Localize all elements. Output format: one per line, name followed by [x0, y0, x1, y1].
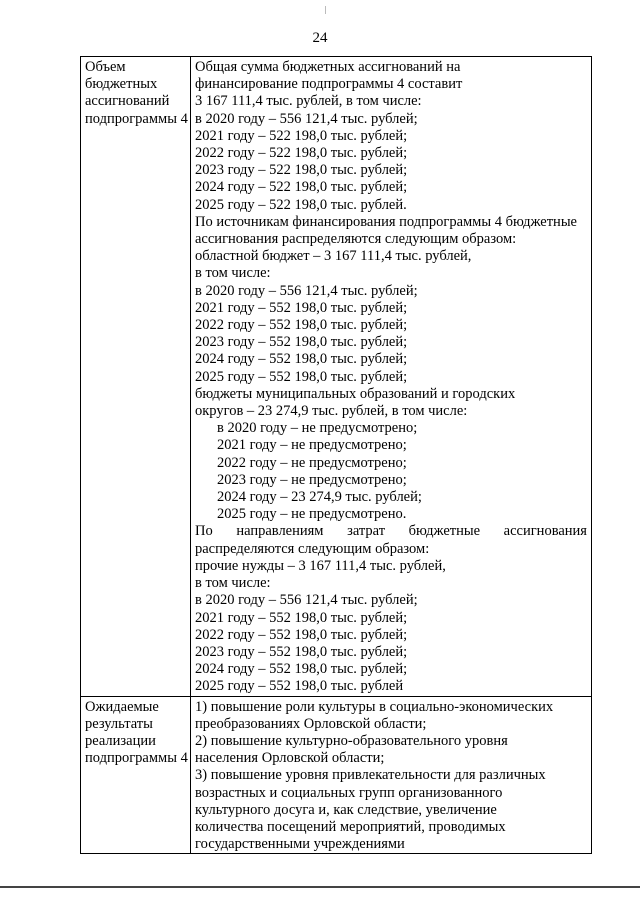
text-line: 2023 году – 552 198,0 тыс. рублей; [195, 334, 408, 351]
justified-line [195, 523, 587, 540]
row-content-results [191, 696, 592, 854]
label-line: ассигнований [85, 93, 170, 110]
table-row-results [81, 696, 592, 854]
row-label-results [81, 696, 191, 854]
page-number: 24 [312, 30, 328, 46]
text-line: преобразованиях Орловской области; [195, 715, 427, 732]
justified-word: направлениям [236, 523, 324, 540]
text-line: количества посещений мероприятий, проводимых [195, 818, 506, 835]
text-line: 2023 году – 522 198,0 тыс. рублей; [195, 162, 408, 179]
text-line: 2022 году – не предусмотрено; [217, 454, 407, 471]
text-line: в 2020 году – 556 121,4 тыс. рублей; [195, 592, 418, 609]
text-line: 2025 году – 552 198,0 тыс. рублей [195, 678, 404, 695]
text-line: 2021 году – 552 198,0 тыс. рублей; [195, 299, 408, 316]
text-line: распределяются следующим образом: [195, 540, 430, 557]
text-line: областной бюджет – 3 167 111,4 тыс. рублей, [195, 248, 472, 265]
text-line: 2024 году – 552 198,0 тыс. рублей; [195, 351, 408, 368]
text-line: в 2020 году – 556 121,4 тыс. рублей; [195, 110, 418, 127]
text-line: бюджеты муниципальных образований и городских [195, 385, 516, 402]
text-line: 2023 году – 552 198,0 тыс. рублей; [195, 643, 408, 660]
label-line: подпрограммы 4 [85, 110, 188, 127]
text-line: возрастных и социальных групп организованного [195, 784, 503, 801]
text-line: 2023 году – не предусмотрено; [217, 471, 407, 488]
justified-word: затрат [347, 523, 386, 540]
text-line: в 2020 году – 556 121,4 тыс. рублей; [195, 282, 418, 299]
row-label-funding [81, 57, 191, 697]
text-line: культурного досуга и, как следствие, увеличение [195, 801, 497, 818]
justified-word: ассигнования [503, 523, 587, 540]
text-line: 3) повышение уровня привлекательности для различных [195, 767, 546, 784]
text-line: финансирование подпрограммы 4 составит [195, 76, 463, 93]
text-line: 2021 году – 522 198,0 тыс. рублей; [195, 127, 408, 144]
justified-word: бюджетные [408, 523, 481, 540]
text-line: в 2020 году – не предусмотрено; [217, 420, 418, 437]
text-line: Общая сумма бюджетных ассигнований на [195, 59, 461, 75]
bottom-rule [0, 886, 640, 888]
text-line: 2025 году – 522 198,0 тыс. рублей. [195, 196, 407, 213]
label-line: Ожидаемые [85, 698, 159, 715]
text-line: 2022 году – 552 198,0 тыс. рублей; [195, 317, 408, 334]
justified-word: По [195, 523, 213, 540]
text-line: 2022 году – 522 198,0 тыс. рублей; [195, 145, 408, 162]
text-line: в том числе: [195, 575, 271, 592]
scan-mark [325, 6, 326, 14]
text-line: 2022 году – 552 198,0 тыс. рублей; [195, 626, 408, 643]
label-line: реализации [85, 732, 156, 749]
text-line: 2) повышение культурно-образовательного уровня [195, 732, 508, 749]
text-line: округов – 23 274,9 тыс. рублей, в том числе: [195, 403, 468, 420]
text-line: прочие нужды – 3 167 111,4 тыс. рублей, [195, 557, 446, 574]
text-line: государственными учреждениями [195, 836, 405, 853]
label-line: подпрограммы 4 [85, 750, 188, 767]
label-line: Объем [85, 59, 126, 75]
text-line: По источникам финансирования подпрограммы 4 бюджетные [195, 213, 577, 230]
text-line: ассигнования распределяются следующим образом: [195, 231, 517, 248]
text-line: 2024 году – 552 198,0 тыс. рублей; [195, 661, 408, 678]
text-line: 1) повышение роли культуры в социально-экономических [195, 698, 554, 715]
text-line: 2021 году – 552 198,0 тыс. рублей; [195, 609, 408, 626]
text-line: 2024 году – 522 198,0 тыс. рублей; [195, 179, 408, 196]
row-content-funding [191, 57, 592, 697]
text-line: 2025 году – 552 198,0 тыс. рублей; [195, 368, 408, 385]
table-row-funding [81, 57, 592, 697]
label-line: результаты [85, 715, 153, 732]
subprogram-table [80, 56, 592, 854]
text-line: 3 167 111,4 тыс. рублей, в том числе: [195, 93, 422, 110]
text-line: 2024 году – 23 274,9 тыс. рублей; [217, 489, 422, 506]
label-line: бюджетных [85, 76, 158, 93]
text-line: 2021 году – не предусмотрено; [217, 437, 407, 454]
text-line: населения Орловской области; [195, 750, 385, 767]
text-line: в том числе: [195, 265, 271, 282]
text-line: 2025 году – не предусмотрено. [217, 506, 407, 523]
